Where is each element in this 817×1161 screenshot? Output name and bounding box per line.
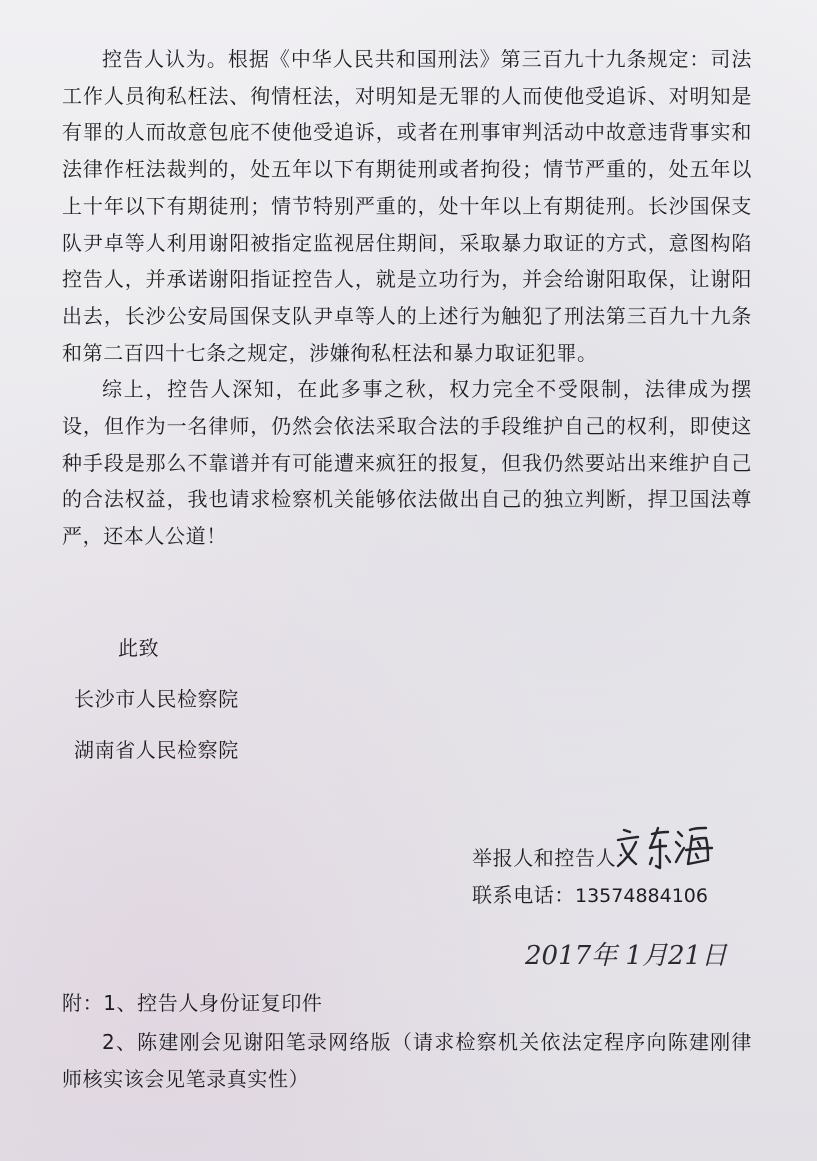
phone-number: 13574884106: [575, 885, 708, 907]
signer-label: 举报人和控告人：: [472, 846, 637, 870]
date-day: 21: [668, 941, 702, 971]
date-day-unit: 日: [701, 941, 728, 971]
date-month: 1: [625, 941, 642, 971]
recipient-hunan-procuratorate: 湖南省人民检察院: [74, 738, 239, 762]
closing-salutation: 此致: [118, 636, 160, 660]
date-year-unit: 年: [591, 941, 618, 971]
attachment-item-1: 1、控告人身份证复印件: [103, 991, 323, 1015]
attachments-prefix: 附：: [62, 991, 104, 1015]
phone-line: [472, 879, 708, 908]
document-body: [62, 41, 752, 555]
date-year: 2017: [525, 941, 592, 971]
paragraph-complaint-basis: 控告人认为。根据《中华人民共和国刑法》第三百九十九条规定：司法工作人员徇私枉法、徇情枉法，对明知是无罪的人而使他受追诉、对明知是有罪的人而故意包庇不使他受追诉，或者在刑事审判活动中故意违背事实和法律作枉法裁判的，处五年以下有期徒刑或者拘役；情节严重的，处五年以上十年以下有期徒刑；情节特别严重的，处十年以上有期徒刑。长沙国保支队尹卓等人利用谢阳被指定监视居住期间，采取暴力取证的方式，意图构陷控告人，并承诺谢阳指证控告人，就是立功行为，并会给谢阳取保，让谢阳出去，长沙公安局国保支队尹卓等人的上述行为触犯了刑法第三百九十九条和第二百四十七条之规定，涉嫌徇私枉法和暴力取证犯罪。: [62, 47, 752, 365]
paragraph-conclusion: 综上，控告人深知，在此多事之秋，权力完全不受限制，法律成为摆设，但作为一名律师，仍然会依法采取合法的手段维护自己的权利，即使这种手段是那么不靠谱并有可能遭来疯狂的报复，但我仍然要站出来维护自己的合法权益，我也请求检察机关能够依法做出自己的独立判断，捍卫国法尊严，还本人公道！: [62, 377, 752, 549]
handwritten-date: [525, 935, 728, 995]
date-month-unit: 月: [642, 941, 669, 971]
recipient-changsha-procuratorate: 长沙市人民检察院: [74, 687, 239, 711]
handwritten-signature: [614, 818, 714, 878]
phone-label: 联系电话：: [472, 883, 575, 907]
attachment-1: [62, 987, 323, 1016]
attachment-item-2: 2、陈建刚会见谢阳笔录网络版（请求检察机关依法定程序向陈建刚律师核实该会见笔录真实性）: [62, 1030, 752, 1091]
